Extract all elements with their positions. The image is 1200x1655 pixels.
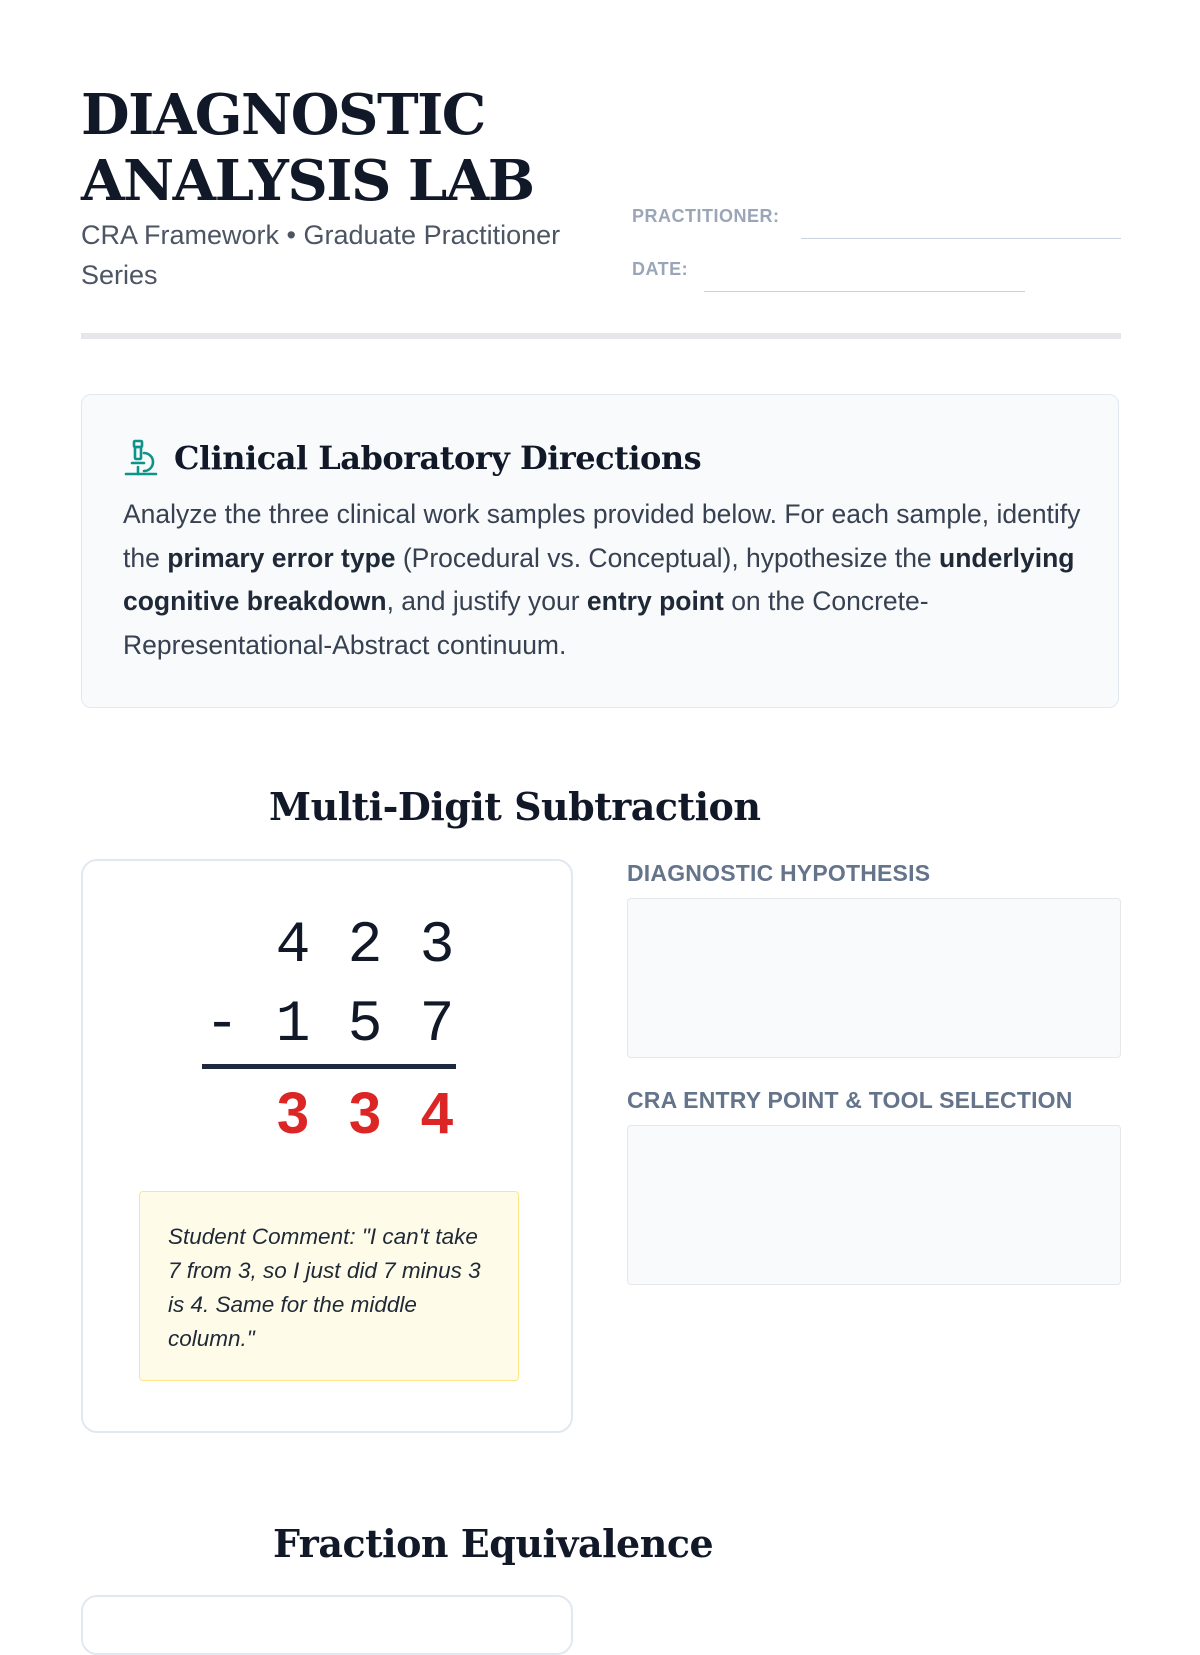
answer-digit-ones: 4 <box>420 1081 454 1146</box>
page-subtitle: CRA Framework • Graduate Practitioner Series <box>81 220 561 290</box>
directions-title: Clinical Laboratory Directions <box>174 439 702 477</box>
directions-header <box>124 439 701 477</box>
answer-digit-tens: 3 <box>348 1081 382 1146</box>
minuend-digit-tens: 2 <box>347 914 383 979</box>
practitioner-label: PRACTITIONER: <box>632 206 780 226</box>
entry-point-label: CRA ENTRY POINT & TOOL SELECTION <box>627 1087 1073 1113</box>
minus-operator: - <box>204 993 240 1058</box>
practitioner-field[interactable] <box>801 238 1121 239</box>
header-divider <box>81 333 1121 339</box>
date-label: DATE: <box>632 259 689 279</box>
page-title <box>81 82 534 214</box>
subtrahend-digit-hundreds: 1 <box>275 993 311 1058</box>
sample-1-title: Multi-Digit Subtraction <box>269 784 761 829</box>
minuend-digit-hundreds: 4 <box>275 914 311 979</box>
date-field[interactable] <box>704 291 1025 292</box>
minuend-digit-ones: 3 <box>419 914 455 979</box>
entry-point-input[interactable] <box>627 1125 1121 1285</box>
directions-text: Analyze the three clinical work samples provided below. For each sample, identify the primary error type (Procedural vs. Conceptual), hypothesize the underlying cognitive breakdown, and justify your entry point on the Concrete-Representational-Abstract continuum. <box>123 499 1081 660</box>
subtraction-line <box>202 1064 456 1069</box>
hypothesis-input[interactable] <box>627 898 1121 1058</box>
hypothesis-label: DIAGNOSTIC HYPOTHESIS <box>627 860 931 886</box>
sample-2-work-card <box>81 1595 573 1655</box>
student-comment: Student Comment: "I can't take 7 from 3, so I just did 7 minus 3 is 4. Same for the middle column." <box>139 1191 519 1381</box>
directions-panel <box>81 394 1119 708</box>
emphasis-error-type: primary error type <box>167 542 396 573</box>
microscope-icon <box>124 439 158 477</box>
answer-digit-hundreds: 3 <box>276 1081 310 1146</box>
title-line-1: DIAGNOSTIC <box>81 82 485 148</box>
title-line-2: ANALYSIS LAB <box>81 148 534 214</box>
emphasis-entry-point: entry point <box>586 586 724 616</box>
subtrahend-digit-tens: 5 <box>347 993 383 1058</box>
sample-2-title: Fraction Equivalence <box>273 1521 714 1566</box>
emphasis-cognitive-breakdown: underlying cognitive breakdown <box>123 542 1075 616</box>
sample-1-work-card <box>81 859 573 1433</box>
subtrahend-digit-ones: 7 <box>419 993 455 1058</box>
